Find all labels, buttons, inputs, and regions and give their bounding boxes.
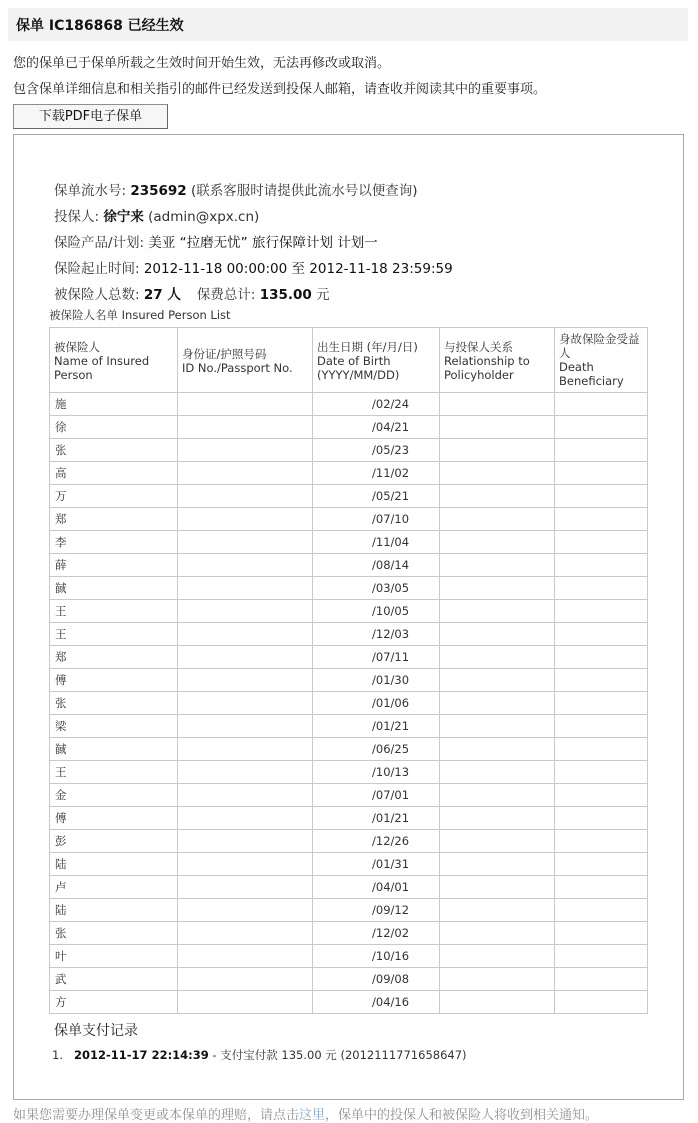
insured-beneficiary-cell	[555, 830, 648, 853]
insured-id-cell	[178, 554, 313, 577]
table-row	[50, 761, 648, 784]
insured-relationship-cell	[440, 899, 555, 922]
insured-beneficiary-cell	[555, 508, 648, 531]
col-id-en: ID No./Passport No.	[182, 361, 293, 375]
insured-name-cell: 馘	[50, 577, 178, 600]
insured-id-cell	[178, 876, 313, 899]
insured-beneficiary-cell	[555, 899, 648, 922]
period-label: 保险起止时间:	[54, 261, 144, 277]
insured-relationship-cell	[440, 738, 555, 761]
premium-value: 135.00	[259, 287, 312, 303]
insured-beneficiary-cell	[555, 945, 648, 968]
insured-name-cell: 郑	[50, 646, 178, 669]
table-row	[50, 623, 648, 646]
insured-relationship-cell	[440, 439, 555, 462]
insured-id-cell	[178, 669, 313, 692]
insured-beneficiary-cell	[555, 600, 648, 623]
insured-dob-cell: /07/10	[313, 508, 440, 531]
insured-relationship-cell	[440, 968, 555, 991]
table-row	[50, 669, 648, 692]
insured-relationship-cell	[440, 531, 555, 554]
insured-dob-cell: /11/02	[313, 462, 440, 485]
insured-relationship-cell	[440, 485, 555, 508]
insured-name-cell: 张	[50, 439, 178, 462]
period-value: 2012-11-18 00:00:00 至 2012-11-18 23:59:59	[143, 261, 453, 277]
insured-relationship-cell	[440, 600, 555, 623]
insured-count-label: 被保险人总数:	[54, 287, 144, 303]
insured-id-cell	[178, 853, 313, 876]
insured-name-cell: 陆	[50, 853, 178, 876]
insured-beneficiary-cell	[555, 922, 648, 945]
insured-name-cell: 彭	[50, 830, 178, 853]
insured-relationship-cell	[440, 807, 555, 830]
insured-beneficiary-cell	[555, 761, 648, 784]
table-row	[50, 439, 648, 462]
footer-here-link[interactable]: 这里	[299, 1108, 326, 1123]
insured-relationship-cell	[440, 646, 555, 669]
page-title-bar	[8, 8, 688, 41]
insured-name-cell: 张	[50, 922, 178, 945]
intro-effective-notice: 您的保单已于保单所载之生效时间开始生效，无法再修改或取消。	[13, 56, 391, 71]
table-row	[50, 853, 648, 876]
product-label: 保险产品/计划:	[54, 235, 149, 251]
insured-name-cell: 王	[50, 623, 178, 646]
insured-dob-cell: /09/08	[313, 968, 440, 991]
insured-relationship-cell	[440, 669, 555, 692]
serial-note: (联系客服时请提供此流水号以便查询)	[186, 183, 418, 199]
insured-relationship-cell	[440, 922, 555, 945]
insured-name-cell: 傅	[50, 807, 178, 830]
insured-name-cell: 梁	[50, 715, 178, 738]
insured-dob-cell: /01/06	[313, 692, 440, 715]
insured-dob-cell: /09/12	[313, 899, 440, 922]
insured-beneficiary-cell	[555, 853, 648, 876]
insured-dob-cell: /08/14	[313, 554, 440, 577]
insured-id-cell	[178, 945, 313, 968]
insured-dob-cell: /01/21	[313, 807, 440, 830]
table-row	[50, 738, 648, 761]
table-row	[50, 945, 648, 968]
insured-relationship-cell	[440, 761, 555, 784]
insured-id-cell	[178, 439, 313, 462]
insured-dob-cell: /12/03	[313, 623, 440, 646]
insured-dob-cell: /04/21	[313, 416, 440, 439]
insured-name-cell: 武	[50, 968, 178, 991]
insured-id-cell	[178, 807, 313, 830]
insured-name-cell: 张	[50, 692, 178, 715]
table-row	[50, 416, 648, 439]
insured-dob-cell: /04/16	[313, 991, 440, 1014]
col-id-header	[178, 328, 313, 393]
insured-id-cell	[178, 646, 313, 669]
insured-dob-cell: /12/02	[313, 922, 440, 945]
footer-text-after: ，保单中的投保人和被保险人将收到相关通知。	[325, 1108, 599, 1123]
col-name-header	[50, 328, 178, 393]
insured-name-cell: 施	[50, 393, 178, 416]
insured-beneficiary-cell	[555, 738, 648, 761]
insured-name-cell: 傅	[50, 669, 178, 692]
table-row	[50, 554, 648, 577]
insured-relationship-cell	[440, 876, 555, 899]
insured-name-cell: 王	[50, 761, 178, 784]
insured-id-cell	[178, 784, 313, 807]
table-row	[50, 876, 648, 899]
table-row	[50, 991, 648, 1014]
insured-dob-cell: /05/21	[313, 485, 440, 508]
insured-relationship-cell	[440, 416, 555, 439]
col-beneficiary-cn: 身故保险金受益人	[559, 332, 640, 360]
premium-label: 保费总计:	[196, 287, 260, 303]
totals-row	[54, 283, 330, 303]
table-row	[50, 692, 648, 715]
insured-id-cell	[178, 738, 313, 761]
col-name-en: Name of Insured Person	[54, 354, 150, 382]
insured-dob-cell: /04/01	[313, 876, 440, 899]
insured-name-cell: 郑	[50, 508, 178, 531]
premium-unit: 元	[311, 287, 330, 303]
payment-index: 1.	[52, 1048, 63, 1062]
insured-id-cell	[178, 830, 313, 853]
insured-relationship-cell	[440, 991, 555, 1014]
insured-dob-cell: /06/25	[313, 738, 440, 761]
insured-beneficiary-cell	[555, 439, 648, 462]
policy-detail-panel	[13, 134, 684, 1100]
table-row	[50, 899, 648, 922]
insured-name-cell: 高	[50, 462, 178, 485]
insured-person-table	[49, 327, 648, 1014]
serial-value: 235692	[130, 183, 187, 199]
insured-beneficiary-cell	[555, 485, 648, 508]
payment-txn-id: (2012111771658647)	[336, 1048, 467, 1062]
insured-id-cell	[178, 416, 313, 439]
insured-dob-cell: /07/11	[313, 646, 440, 669]
col-dob-en: Date of Birth (YYYY/MM/DD)	[317, 354, 400, 382]
insured-id-cell	[178, 922, 313, 945]
insured-dob-cell: /05/23	[313, 439, 440, 462]
table-row	[50, 646, 648, 669]
table-row	[50, 715, 648, 738]
insured-dob-cell: /01/31	[313, 853, 440, 876]
insured-list-caption: 被保险人名单 Insured Person List	[49, 308, 231, 322]
table-row	[50, 508, 648, 531]
footer-claim-notice	[13, 1104, 598, 1123]
insured-name-cell: 李	[50, 531, 178, 554]
table-row	[50, 922, 648, 945]
payment-records-title: 保单支付记录	[54, 1023, 138, 1039]
col-relationship-header	[440, 328, 555, 393]
insured-dob-cell: /01/30	[313, 669, 440, 692]
insured-name-cell: 卢	[50, 876, 178, 899]
insured-count-value: 27 人	[143, 287, 181, 303]
insured-beneficiary-cell	[555, 692, 648, 715]
table-row	[50, 807, 648, 830]
insured-dob-cell: /07/01	[313, 784, 440, 807]
insured-id-cell	[178, 508, 313, 531]
payment-method: - 支付宝付款	[208, 1048, 282, 1062]
insured-beneficiary-cell	[555, 646, 648, 669]
col-beneficiary-en: Death Beneficiary	[559, 360, 624, 388]
insured-relationship-cell	[440, 715, 555, 738]
insured-name-cell: 薛	[50, 554, 178, 577]
footer-text-before: 如果您需要办理保单变更或本保单的理赔，请点击	[13, 1108, 300, 1123]
product-row	[54, 231, 378, 251]
insured-relationship-cell	[440, 784, 555, 807]
insured-id-cell	[178, 692, 313, 715]
insured-dob-cell: /02/24	[313, 393, 440, 416]
insured-beneficiary-cell	[555, 807, 648, 830]
col-relationship-cn: 与投保人关系	[444, 340, 513, 354]
insured-beneficiary-cell	[555, 669, 648, 692]
holder-label: 投保人:	[54, 209, 104, 225]
intro-email-notice: 包含保单详细信息和相关指引的邮件已经发送到投保人邮箱，请查收并阅读其中的重要事项。	[13, 82, 547, 97]
insured-id-cell	[178, 899, 313, 922]
holder-name: 徐宁来	[103, 209, 144, 225]
insured-beneficiary-cell	[555, 577, 648, 600]
insured-beneficiary-cell	[555, 416, 648, 439]
table-row	[50, 531, 648, 554]
insured-id-cell	[178, 715, 313, 738]
page-title: 保单 IC186868 已经生效	[16, 18, 184, 34]
insured-dob-cell: /11/04	[313, 531, 440, 554]
table-row	[50, 462, 648, 485]
col-dob-header	[313, 328, 440, 393]
table-row	[50, 600, 648, 623]
insured-dob-cell: /10/13	[313, 761, 440, 784]
product-value: 美亚 “拉磨无忧” 旅行保障计划 计划一	[148, 235, 378, 251]
insured-id-cell	[178, 600, 313, 623]
insured-dob-cell: /03/05	[313, 577, 440, 600]
table-row	[50, 577, 648, 600]
insured-beneficiary-cell	[555, 876, 648, 899]
insured-name-cell: 陆	[50, 899, 178, 922]
serial-label: 保单流水号:	[54, 183, 131, 199]
insured-name-cell: 王	[50, 600, 178, 623]
insured-relationship-cell	[440, 393, 555, 416]
insured-name-cell: 万	[50, 485, 178, 508]
insured-relationship-cell	[440, 853, 555, 876]
insured-id-cell	[178, 991, 313, 1014]
insured-relationship-cell	[440, 508, 555, 531]
table-row	[50, 393, 648, 416]
insured-relationship-cell	[440, 623, 555, 646]
insured-relationship-cell	[440, 554, 555, 577]
insured-beneficiary-cell	[555, 623, 648, 646]
payment-amount: 135.00 元	[281, 1048, 337, 1062]
insured-dob-cell: /12/26	[313, 830, 440, 853]
insured-beneficiary-cell	[555, 531, 648, 554]
insured-relationship-cell	[440, 830, 555, 853]
holder-email: (admin@xpx.cn)	[143, 209, 260, 225]
insured-dob-cell: /10/16	[313, 945, 440, 968]
insured-id-cell	[178, 761, 313, 784]
insured-beneficiary-cell	[555, 393, 648, 416]
insured-id-cell	[178, 462, 313, 485]
payment-time: 2012-11-17 22:14:39	[74, 1048, 209, 1062]
insured-id-cell	[178, 577, 313, 600]
insured-id-cell	[178, 393, 313, 416]
insured-beneficiary-cell	[555, 968, 648, 991]
insured-dob-cell: /10/05	[313, 600, 440, 623]
insured-beneficiary-cell	[555, 715, 648, 738]
payment-record-item	[52, 1047, 467, 1063]
insured-relationship-cell	[440, 945, 555, 968]
insured-table-header	[50, 328, 648, 393]
insured-relationship-cell	[440, 692, 555, 715]
table-row	[50, 830, 648, 853]
insured-id-cell	[178, 968, 313, 991]
download-pdf-button[interactable]: 下载PDF电子保单	[13, 104, 168, 129]
insured-id-cell	[178, 531, 313, 554]
insured-beneficiary-cell	[555, 784, 648, 807]
table-row	[50, 485, 648, 508]
insured-beneficiary-cell	[555, 462, 648, 485]
insured-id-cell	[178, 485, 313, 508]
col-dob-cn: 出生日期 (年/月/日)	[317, 340, 418, 354]
policyholder-row	[54, 205, 259, 225]
insured-name-cell: 徐	[50, 416, 178, 439]
col-beneficiary-header	[555, 328, 648, 393]
insured-name-cell: 金	[50, 784, 178, 807]
insured-beneficiary-cell	[555, 554, 648, 577]
table-row	[50, 968, 648, 991]
table-row	[50, 784, 648, 807]
insured-relationship-cell	[440, 577, 555, 600]
insured-beneficiary-cell	[555, 991, 648, 1014]
insured-name-cell: 叶	[50, 945, 178, 968]
col-name-cn: 被保险人	[54, 340, 100, 354]
col-relationship-en: Relationship to Policyholder	[444, 354, 530, 382]
insured-id-cell	[178, 623, 313, 646]
period-row	[54, 257, 453, 277]
insured-name-cell: 方	[50, 991, 178, 1014]
policy-serial-row	[54, 179, 418, 199]
col-id-cn: 身份证/护照号码	[182, 347, 267, 361]
insured-name-cell: 馘	[50, 738, 178, 761]
insured-dob-cell: /01/21	[313, 715, 440, 738]
insured-relationship-cell	[440, 462, 555, 485]
